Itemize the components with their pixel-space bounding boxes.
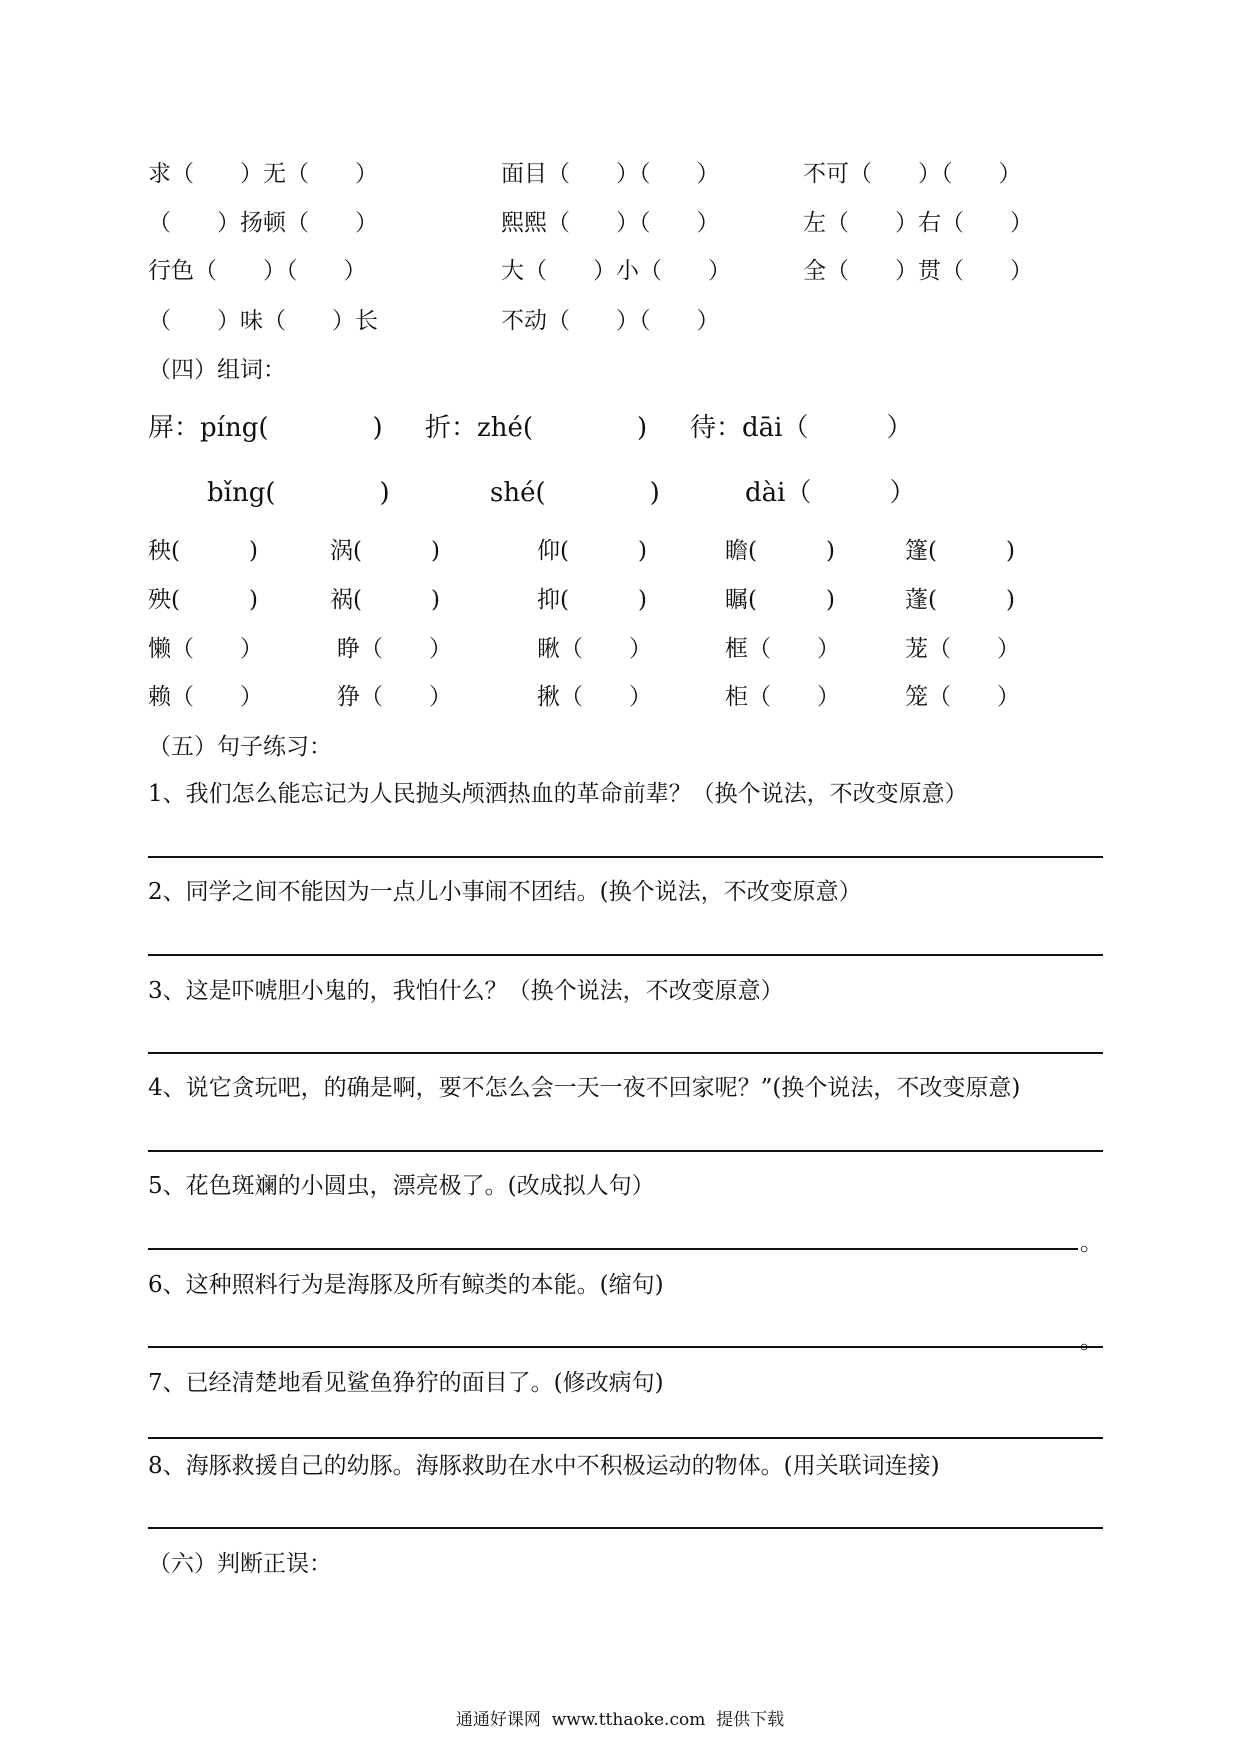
word-zhu: 瞩( ) <box>725 587 835 613</box>
period-6: 。 <box>1080 1328 1103 1354</box>
answer-line-8[interactable] <box>148 1527 1103 1529</box>
sentence-1: 1、我们怎么能忘记为人民抛头颅洒热血的革命前辈？（换个说法，不改变原意） <box>148 781 968 807</box>
idiom-3-1: 行色（ ）（ ） <box>148 258 367 284</box>
sentence-4: 4、说它贪玩吧，的确是啊，要不怎么会一天一夜不回家呢？”(换个说法，不改变原意) <box>148 1075 1021 1101</box>
sentence-2: 2、同学之间不能因为一点儿小事闹不团结。(换个说法，不改变原意） <box>148 879 862 905</box>
word-yi: 抑( ) <box>537 587 647 613</box>
pinyin-bing: bǐng( ) <box>207 478 390 508</box>
word-wo: 涡( ) <box>330 538 440 564</box>
word-yang: 秧( ) <box>148 538 258 564</box>
answer-line-4[interactable] <box>148 1150 1103 1152</box>
idiom-2-3: 左（ ）右（ ） <box>803 210 1033 236</box>
word-chou: 瞅（ ） <box>537 636 652 662</box>
pinyin-she: shé( ) <box>490 478 660 508</box>
idiom-2-2: 熙熙（ ）（ ） <box>501 210 720 236</box>
sentence-8: 8、海豚救援自己的幼豚。海豚救助在水中不积极运动的物体。(用关联词连接) <box>148 1453 940 1479</box>
idiom-2-1: （ ）扬顿（ ） <box>148 210 378 236</box>
word-yang2: 仰( ) <box>537 538 647 564</box>
word-long2: 笼（ ） <box>905 684 1020 710</box>
word-yang3: 殃( ) <box>148 587 258 613</box>
pinyin-dai4: dài（ ） <box>745 478 916 508</box>
section-5-heading: （五）句子练习： <box>148 734 332 760</box>
answer-line-5[interactable] <box>148 1248 1078 1250</box>
word-zheng2: 狰（ ） <box>337 684 452 710</box>
answer-line-1[interactable] <box>148 856 1103 858</box>
idiom-1-1: 求（ ）无（ ） <box>148 161 378 187</box>
answer-line-6[interactable] <box>148 1346 1103 1348</box>
idiom-4-1: （ ）味（ ）长 <box>148 308 378 334</box>
word-lai: 赖（ ） <box>148 684 263 710</box>
sentence-6: 6、这种照料行为是海豚及所有鲸类的本能。(缩句) <box>148 1272 664 1298</box>
word-jiu: 揪（ ） <box>537 684 652 710</box>
word-long: 茏（ ） <box>905 636 1020 662</box>
idiom-3-2: 大（ ）小（ ） <box>501 258 731 284</box>
idiom-4-2: 不动（ ）（ ） <box>501 308 720 334</box>
pinyin-zhe: 折：zhé( ) <box>425 413 648 443</box>
word-lan: 懒（ ） <box>148 636 263 662</box>
idiom-1-3: 不可（ ）（ ） <box>803 161 1022 187</box>
word-zhan: 瞻( ) <box>725 538 835 564</box>
idiom-1-2: 面目（ ）（ ） <box>501 161 720 187</box>
word-huo: 祸( ) <box>330 587 440 613</box>
footer-source: 通通好课网 www.tthaoke.com 提供下载 <box>455 1710 785 1730</box>
word-peng2: 蓬( ) <box>905 587 1015 613</box>
pinyin-dai1: 待：dāi（ ） <box>690 413 913 443</box>
answer-line-3[interactable] <box>148 1052 1103 1054</box>
answer-line-2[interactable] <box>148 954 1103 956</box>
word-kuang: 框（ ） <box>725 636 840 662</box>
sentence-5: 5、花色斑斓的小圆虫，漂亮极了。(改成拟人句） <box>148 1173 655 1199</box>
word-zheng: 睁（ ） <box>337 636 452 662</box>
section-6-heading: （六）判断正误： <box>148 1551 332 1577</box>
word-gui: 柜（ ） <box>725 684 840 710</box>
answer-line-7[interactable] <box>148 1437 1103 1439</box>
idiom-3-3: 全（ ）贯（ ） <box>803 258 1033 284</box>
section-4-heading: （四）组词： <box>148 357 286 383</box>
pinyin-ping: 屏：píng( ) <box>148 413 383 443</box>
word-peng: 篷( ) <box>905 538 1015 564</box>
period-5: 。 <box>1080 1230 1103 1256</box>
sentence-3: 3、这是吓唬胆小鬼的，我怕什么？（换个说法，不改变原意） <box>148 978 784 1004</box>
sentence-7: 7、已经清楚地看见鲨鱼狰狞的面目了。(修改病句) <box>148 1370 664 1396</box>
